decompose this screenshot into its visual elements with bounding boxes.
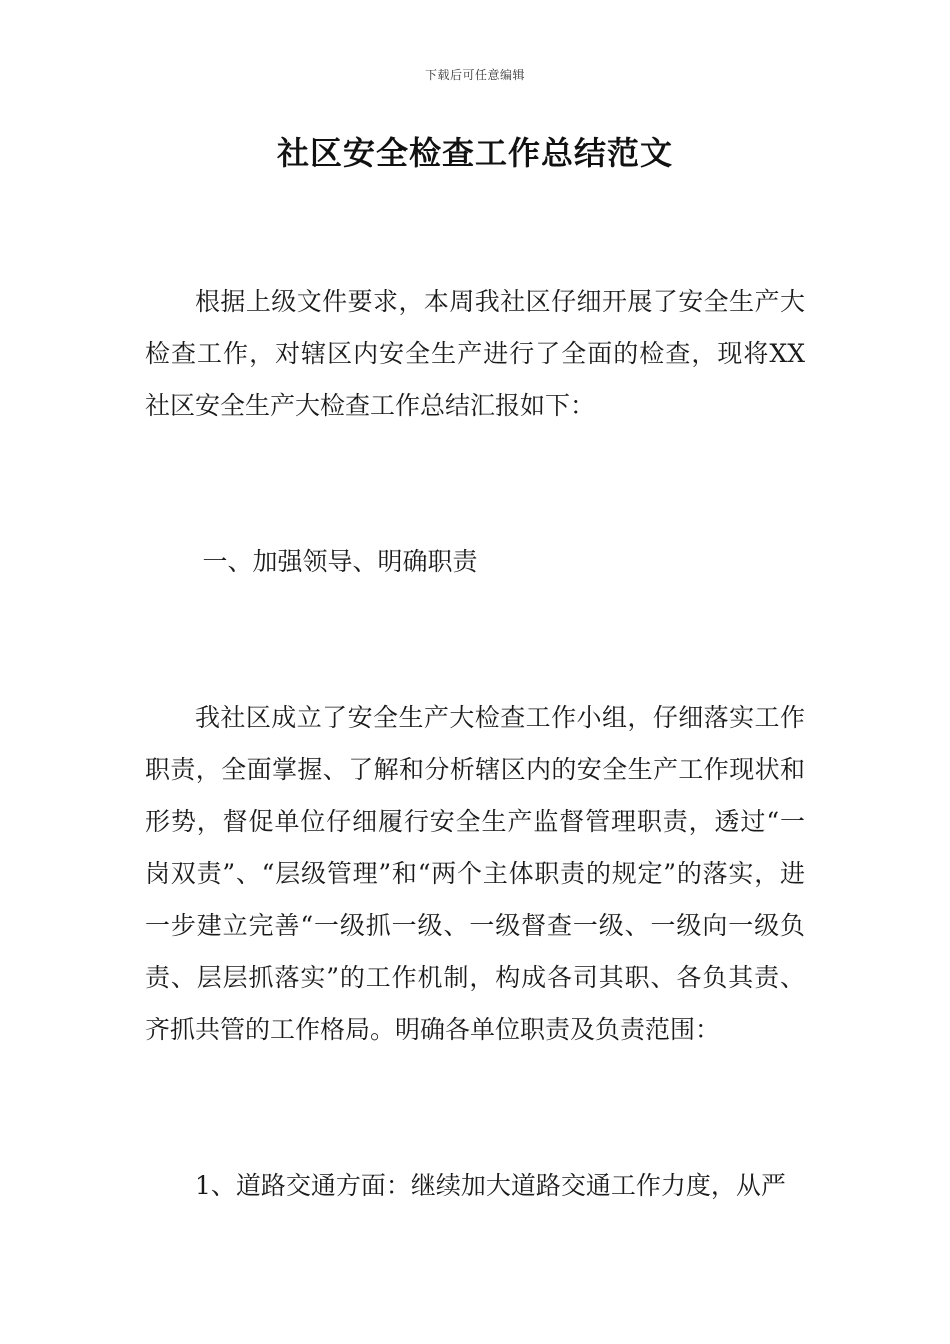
body-paragraph: 我社区成立了安全生产大检查工作小组，仔细落实工作职责，全面掌握、了解和分析辖区内的安全生产工作现状和形势，督促单位仔细履行安全生产监督管理职责，透过“一岗双责”、“层级管理”和“两个主体职责的规定”的落实，进一步建立完善“一级抓一级、一级督查一级、一级向一级负责、层层抓落实”的工作机制，构成各司其职、各负其责、齐抓共管的工作格局。明确各单位职责及负责范围： — [145, 703, 805, 1044]
section-heading: 一、加强领导、明确职责 — [202, 547, 478, 576]
header-note: 下载后可任意编辑 — [424, 68, 525, 82]
list-item-paragraph: 1、道路交通方面：继续加大道路交通工作力度，从严 — [195, 1171, 786, 1200]
intro-paragraph: 根据上级文件要求，本周我社区仔细开展了安全生产大检查工作，对辖区内安全生产进行了全面的检查，现将XX社区安全生产大检查工作总结汇报如下： — [145, 287, 805, 420]
document-body — [145, 276, 805, 1212]
document-title: 社区安全检查工作总结范文 — [276, 134, 673, 172]
